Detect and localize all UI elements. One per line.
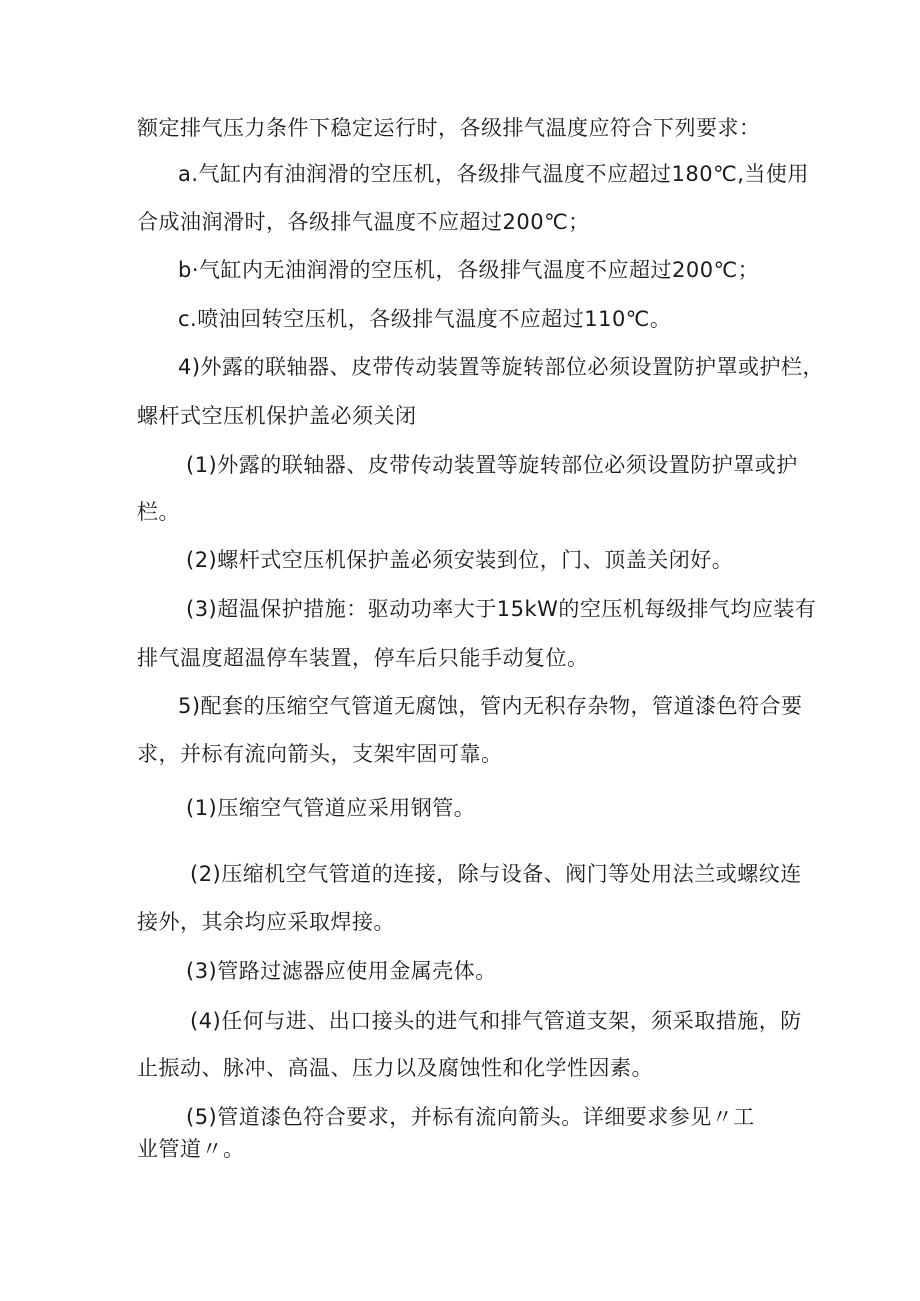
text-line: 螺杆式空压机保护盖必须关闭 (137, 404, 417, 428)
text-line: (2)螺杆式空压机保护盖必须安装到位，门、顶盖关闭好。 (186, 548, 734, 572)
text-line: (4)任何与进、出口接头的进气和排气管道支架，须采取措施，防 (190, 1009, 802, 1033)
text-line: 求，并标有流向箭头，支架牢固可靠。 (137, 742, 503, 766)
text-line: 接外，其余均应采取焊接。 (137, 910, 395, 934)
text-line: 5)配套的压缩空气管道无腐蚀，管内无积存杂物，管道漆色符合要 (178, 694, 803, 718)
text-line: (5)管道漆色符合要求，并标有流向箭头。详细要求参见〃工 (186, 1105, 755, 1129)
text-line: 业管道〃。 (137, 1137, 245, 1161)
text-line: 4)外露的联轴器、皮带传动装置等旋转部位必须设置防护罩或护栏， (178, 355, 825, 379)
text-line: 止振动、脉冲、高温、压力以及腐蚀性和化学性因素。 (137, 1056, 653, 1080)
text-line: 合成油润滑时，各级排气温度不应超过200℃； (137, 210, 590, 234)
text-line: (1)外露的联轴器、皮带传动装置等旋转部位必须设置防护罩或护 (186, 453, 798, 477)
text-line: 额定排气压力条件下稳定运行时，各级排气温度应符合下列要求： (137, 116, 761, 140)
text-line: 栏。 (137, 500, 180, 524)
text-line: (1)压缩空气管道应采用钢管。 (186, 796, 476, 820)
text-line: (2)压缩机空气管道的连接，除与设备、阀门等处用法兰或螺纹连 (190, 862, 802, 886)
text-line: (3)管路过滤器应使用金属壳体。 (186, 959, 497, 983)
text-line: c.喷油回转空压机，各级排气温度不应超过110℃。 (178, 307, 672, 331)
text-line: b·气缸内无油润滑的空压机，各级排气温度不应超过200℃； (178, 258, 760, 282)
text-line: a.气缸内有油润滑的空压机，各级排气温度不应超过180℃,当使用 (178, 162, 809, 186)
text-line: 排气温度超温停车装置，停车后只能手动复位。 (137, 646, 589, 670)
text-line: (3)超温保护措施：驱动功率大于15kW的空压机每级排气均应装有 (186, 597, 817, 621)
